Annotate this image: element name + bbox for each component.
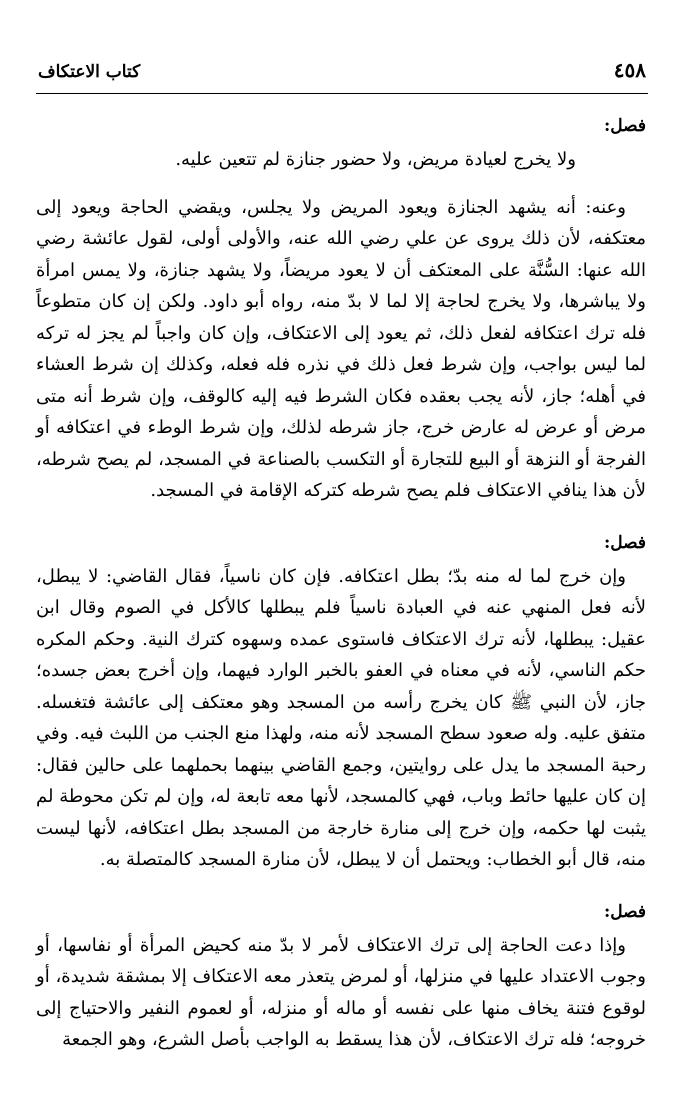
- header-rule: [36, 93, 648, 94]
- paragraph: وإن خرج لما له منه بدّ؛ بطل اعتكافه. فإن كان ناسياً، فقال القاضي: لا يبطل، لأنه فعل المنهي عنه في العبادة ناسياً فلم يبطلها كالأكل في الصوم وقال ابن عقيل: يبطلها، لأنه ترك الاعتكاف فاستوى عمده وسهوه كترك النية. وحكم المكره حكم الناسي، لأنه في معناه في العفو بالخبر الوارد فيهما، وإن أخرج بعض جسده؛ جاز، لأن النبي ﷺ كان يخرج رأسه من المسجد وهو معتكف إلى عائشة فتغسله. متفق عليه. وله صعود سطح المسجد لأنه منه، ولهذا منع الجنب من اللبث فيه. وفي رحبة المسجد ما يدل على روايتين، وجمع القاضي بينهما بحملهما على حالين فقال: إن كان عليها حائط وباب، فهي كالمسجد، لأنها معه تابعة له، وإن لم تكن محوطة لم يثبت لها حكمه، وإن خرج إلى منارة خارجة من المسجد بطل اعتكافه، لأنها ليست منه، قال أبو الخطاب: ويحتمل أن لا يبطل، لأن منارة المسجد كالمتصلة به.: [36, 565, 646, 870]
- paragraph: وإذا دعت الحاجة إلى ترك الاعتكاف لأمر لا بدّ منه كحيض المرأة أو نفاسها، أو وجوب الاعتداد عليها في منزلها، أو لمرض يتعذر معه الاعتكاف إلا بمشقة شديدة، أو لوقوع فتنة يخاف منها على نفسه أو ماله أو منزله، أو لعموم النفير والاحتياج إلى خروجه؛ فله ترك الاعتكاف، لأن هذا يسقط به الواجب بأصل الشرع، وهو الجمعة: [36, 934, 646, 1050]
- section-heading: فصل:: [603, 901, 646, 922]
- running-title: كتاب الاعتكاف: [38, 62, 141, 82]
- page-body: [36, 106, 646, 1056]
- section-1: [36, 112, 646, 507]
- section-3: [36, 898, 646, 1056]
- page-number: ٤٥٨: [613, 58, 646, 82]
- section-gap: [36, 876, 646, 892]
- page-header: [38, 56, 646, 82]
- section-heading: فصل:: [603, 116, 646, 136]
- paragraph: ولا يخرج لعيادة مريض، ولا حضور جنازة لم تتعين عليه.: [175, 149, 576, 170]
- section-heading: فصل:: [603, 532, 646, 553]
- section-gap: [36, 507, 646, 523]
- paragraph-gap: [36, 176, 646, 192]
- section-2: [36, 529, 646, 876]
- paragraph: وعنه: أنه يشهد الجنازة ويعود المريض ولا يجلس، ويقضي الحاجة ويعود إلى معتكفه، لأن ذلك يروى عن علي رضي الله عنه، والأولى أولى، لقول عائشة رضي الله عنها: السُّنَّة على المعتكف أن لا يعود مريضاً، ولا يشهد جنازة، ولا يمس امرأة ولا يباشرها، ولا يخرج لحاجة إلا لما لا بدّ منه، رواه أبو داود. ولكن إن كان متطوعاً فله ترك اعتكافه لفعل ذلك، ثم يعود إلى الاعتكاف، وإن كان واجباً لم يجز له تركه لما ليس بواجب، وإن شرط فعل ذلك في نذره فله فعله، وكذلك إن شرط العشاء في أهله؛ جاز، لأنه يجب بعقده فكان الشرط فيه إليه كالوقف، وإن شرط أنه متى مرض أو عرض له عارض خرج، جاز شرطه لذلك، وإن شرط الوطء في اعتكافه أو الفرجة أو النزهة أو البيع للتجارة أو التكسب بالصناعة في المسجد، لم يصح شرطه، لأن هذا ينافي الاعتكاف فلم يصح شرطه كتركه الإقامة في المسجد.: [36, 196, 646, 501]
